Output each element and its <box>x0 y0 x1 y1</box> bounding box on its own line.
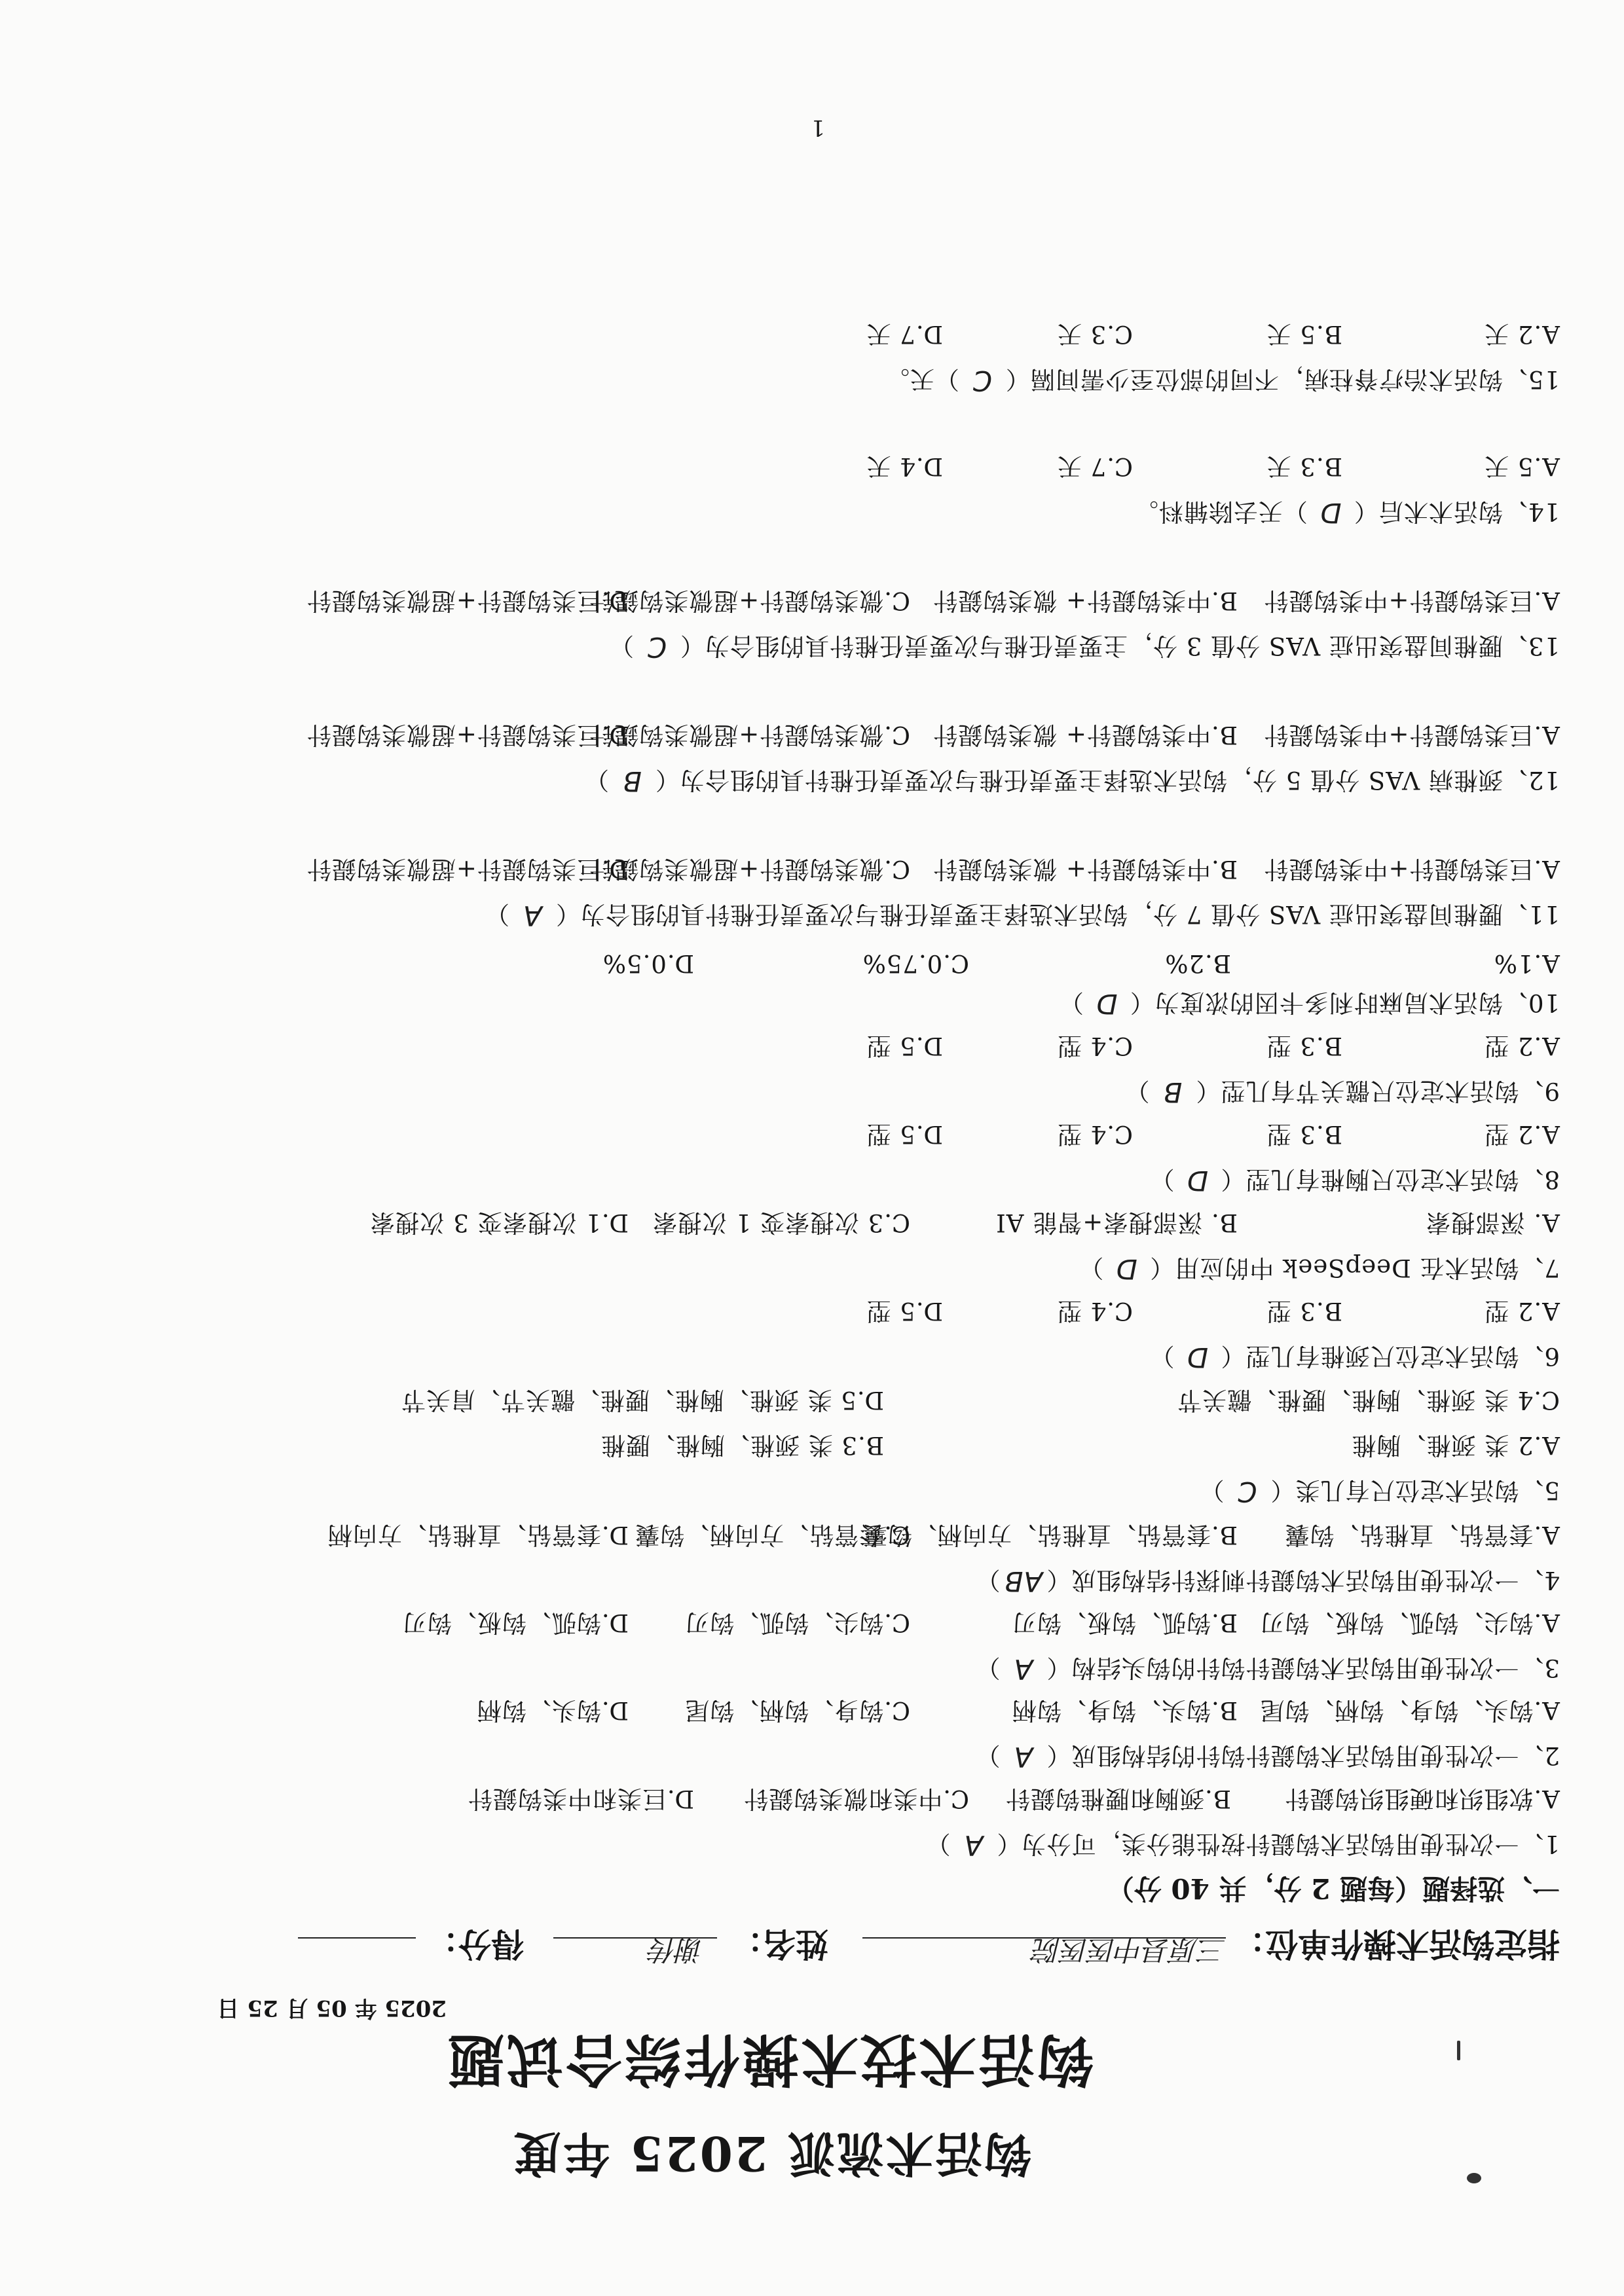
question-stem <box>885 364 1560 399</box>
handwritten-answer[interactable]: D <box>1186 1165 1209 1197</box>
option-d[interactable]: D.套管钻、直椎钻、方向柄 <box>327 1521 629 1549</box>
option-a[interactable]: A.套管钻、直椎钻、钩囊 <box>1284 1521 1560 1549</box>
option-d[interactable]: D.5 类 颈椎、胸椎、腰椎、髋关节、肩关节 <box>400 1386 884 1414</box>
option-b[interactable]: B.3 类 颈椎、胸椎、腰椎 <box>600 1431 884 1459</box>
option-b[interactable]: B.套管钻、直椎钻、方向柄、钩囊 <box>862 1521 1238 1549</box>
option-b[interactable]: B.中类钩鍉针+ 微类钩鍉针 <box>932 587 1238 615</box>
option-a[interactable]: A.软组织和硬组织钩鍉针 <box>1284 1785 1560 1813</box>
question-close: ） <box>925 1830 951 1858</box>
option-a[interactable]: A.2 天 <box>1484 320 1560 348</box>
question-text: 6、钩活术定位尺颈椎有几型（ <box>1220 1342 1560 1370</box>
option-d[interactable]: D.0.5% <box>602 949 694 977</box>
question-stem <box>1079 1252 1560 1288</box>
handwritten-answer[interactable]: C <box>1237 1476 1257 1508</box>
option-a[interactable]: A.2 型 <box>1484 1120 1560 1148</box>
option-a[interactable]: A.钩头、钩身、钩柄、钩尾 <box>1259 1696 1560 1724</box>
option-d[interactable]: D.巨类钩鍉针+超微类钩鍉针 <box>306 721 629 749</box>
question-text: 8、钩活术定位尺胸椎有几型（ <box>1220 1165 1560 1194</box>
option-c[interactable]: C.微类钩鍉针+超微类钩鍉针 <box>589 855 910 883</box>
exam-date: 2025 年 05 月 25 日 <box>217 1995 447 2021</box>
option-a[interactable]: A.巨类钩鍉针+中类钩鍉针 <box>1263 587 1560 615</box>
question-text: 1、一次性使用钩活术钩鍉针按性能分类，可分为（ <box>996 1830 1560 1858</box>
handwritten-answer[interactable]: B <box>622 765 642 797</box>
handwritten-answer[interactable]: B <box>1162 1076 1183 1108</box>
question-close: ）天去除辅料。 <box>1133 498 1308 526</box>
question-stem <box>1149 1164 1560 1199</box>
option-b[interactable]: B.3 型 <box>1266 1297 1342 1325</box>
option-c[interactable]: C.微类钩鍉针+超微类钩鍉针 <box>589 721 910 749</box>
question-close: ） <box>609 632 635 660</box>
option-b[interactable]: B.3 型 <box>1266 1032 1342 1060</box>
question-close: ） <box>1124 1077 1150 1105</box>
question-stem <box>485 899 1560 934</box>
option-c[interactable]: C.套管钻、方向柄、钩囊 <box>635 1521 910 1549</box>
option-c[interactable]: C.中类和微类钩鍉针 <box>743 1785 969 1813</box>
question-text: 4、一次性使用钩活术钩鍉针刺探针结构组成（ <box>1046 1566 1560 1594</box>
exam-title: 钩活术技术操作综合试题 <box>445 2026 1094 2092</box>
question-stem <box>1124 1076 1560 1111</box>
question-close: ） <box>975 1566 1001 1594</box>
handwritten-answer[interactable]: A <box>1013 1653 1033 1685</box>
page-number: 1 <box>811 115 825 141</box>
handwritten-answer[interactable]: A <box>963 1829 984 1861</box>
option-c[interactable]: C.3 次搜索变 1 次搜索 <box>652 1209 910 1237</box>
question-stem <box>975 1740 1560 1776</box>
option-c[interactable]: C.4 型 <box>1056 1120 1133 1148</box>
option-c[interactable]: C.4 型 <box>1056 1297 1133 1325</box>
question-stem <box>1149 1341 1560 1376</box>
option-c[interactable]: C.钩身、钩柄、钩尾 <box>684 1696 910 1724</box>
score-label: 得分： <box>426 1925 524 1963</box>
question-stem <box>609 630 1560 666</box>
question-close: ） <box>1079 1254 1104 1282</box>
question-text: 3、一次性使用钩活术钩鍉针钩针的钩头结构（ <box>1046 1654 1560 1682</box>
option-d[interactable]: D.1 次搜索变 3 次搜索 <box>369 1209 629 1237</box>
option-d[interactable]: D.巨类和中类钩鍉针 <box>467 1785 694 1813</box>
option-b[interactable]: B.5 天 <box>1266 320 1342 348</box>
handwritten-answer[interactable]: A <box>523 900 542 932</box>
option-d[interactable]: D.5 型 <box>866 1297 943 1325</box>
option-a[interactable]: A.巨类钩鍉针+中类钩鍉针 <box>1263 855 1560 883</box>
question-stem <box>1199 1475 1560 1510</box>
question-close: ） <box>975 1741 1001 1770</box>
question-close: ） <box>485 900 510 928</box>
question-stem <box>975 1565 1560 1600</box>
option-b[interactable]: B.颈胸和腰椎钩鍉针 <box>1005 1785 1231 1813</box>
option-b[interactable]: B.3 型 <box>1266 1120 1342 1148</box>
question-close: ）天。 <box>884 365 959 393</box>
option-d[interactable]: D.巨类钩鍉针+超微类钩鍉针 <box>306 855 629 883</box>
option-b[interactable]: B.中类钩鍉针+ 微类钩鍉针 <box>932 855 1238 883</box>
option-b[interactable]: B.中类钩鍉针+ 微类钩鍉针 <box>932 721 1238 749</box>
option-d[interactable]: D.5 型 <box>866 1032 943 1060</box>
option-c[interactable]: C.钩尖、钩弧、钩刃 <box>684 1609 910 1637</box>
option-a[interactable]: A.钩尖、钩弧、钩板、钩刃 <box>1259 1609 1560 1637</box>
option-d[interactable]: D.5 型 <box>866 1120 943 1148</box>
option-d[interactable]: D.4 天 <box>866 452 943 481</box>
scan-speck <box>1467 2173 1481 2183</box>
question-text: 15、钩活术治疗脊柱病，不同的部位至少需间隔（ <box>1005 365 1560 393</box>
question-close: ） <box>1058 989 1084 1017</box>
scan-speck <box>1457 2041 1460 2060</box>
unit-label: 指定钩活术操作单位： <box>1232 1925 1560 1963</box>
question-text: 13、腰椎间盘突出症 VAS 分值 3 分，主要责任椎与次要责任椎针具的组合为（ <box>680 632 1560 660</box>
option-a[interactable]: A.2 型 <box>1484 1297 1560 1325</box>
option-c[interactable]: C.0.75% <box>862 949 969 977</box>
question-text: 9、钩活术定位尺髋关节有几型（ <box>1195 1077 1560 1105</box>
question-close: ） <box>584 766 610 794</box>
option-d[interactable]: D.巨类钩鍉针+超微类钩鍉针 <box>306 587 629 615</box>
question-close: ） <box>1199 1476 1225 1504</box>
question-stem <box>1134 496 1560 532</box>
option-c[interactable]: C.4 型 <box>1056 1032 1133 1060</box>
question-stem <box>975 1652 1560 1688</box>
option-b[interactable]: B. 深部搜索+智能 AI <box>995 1209 1238 1237</box>
question-stem <box>925 1829 1560 1864</box>
name-field[interactable] <box>553 1934 717 1969</box>
question-text: 14、钩活术术后（ <box>1353 498 1560 526</box>
handwritten-answer[interactable]: C <box>972 365 993 397</box>
question-close: ） <box>975 1654 1001 1682</box>
option-c[interactable]: C.3 天 <box>1056 320 1133 348</box>
option-b[interactable]: B.3 天 <box>1266 452 1342 481</box>
option-a[interactable]: A. 深部搜索 <box>1425 1209 1560 1237</box>
option-b[interactable]: B.钩弧、钩板、钩刃 <box>1012 1609 1238 1637</box>
handwritten-answer[interactable]: D <box>1320 497 1342 529</box>
option-c[interactable]: C.7 天 <box>1056 452 1133 481</box>
question-text: 12、颈椎病 VAS 分值 5 分，钩活术选择主要责任椎与次要责任椎针具的组合为（ <box>655 766 1560 794</box>
name-handwriting: 谢传 <box>648 1934 704 1966</box>
option-a[interactable]: A.2 型 <box>1484 1032 1560 1060</box>
option-b[interactable]: B.2% <box>1164 949 1231 977</box>
option-a[interactable]: A.巨类钩鍉针+中类钩鍉针 <box>1263 721 1560 749</box>
exam-supertitle: 钩活术流派 2025 年度 <box>511 2126 1031 2181</box>
section-heading: 一、选择题（每题 2 分，共 40 分） <box>1106 1872 1560 1904</box>
option-d[interactable]: D.钩弧、钩板、钩刃 <box>401 1609 629 1637</box>
question-stem <box>584 765 1560 800</box>
option-d[interactable]: D.7 天 <box>866 320 943 348</box>
question-text: 11、腰椎间盘突出症 VAS 分值 7 分，钩活术选择主要责任椎与次要责任椎针具的组合为（ <box>555 900 1560 928</box>
unit-handwriting: 三原县中医医院 <box>1033 1934 1226 1966</box>
handwritten-answer[interactable]: A <box>1013 1741 1033 1773</box>
handwritten-answer[interactable]: D <box>1186 1341 1209 1374</box>
question-text: 10、钩活术局麻时利多卡因的浓度为（ <box>1129 989 1560 1017</box>
question-text: 5、钩活术定位尺有几类（ <box>1270 1476 1560 1504</box>
unit-field[interactable] <box>862 1934 1226 1969</box>
option-a[interactable]: A.5 天 <box>1484 452 1560 481</box>
option-b[interactable]: B.钩头、钩身、钩柄 <box>1012 1696 1238 1724</box>
handwritten-answer[interactable]: AB <box>1003 1565 1043 1597</box>
handwritten-answer[interactable]: D <box>1096 988 1118 1020</box>
question-text: 7、钩活术在 DeepSeek 中的应用（ <box>1149 1254 1560 1282</box>
question-stem <box>1059 987 1560 1023</box>
name-label: 姓名： <box>730 1925 828 1963</box>
option-d[interactable]: D.钩头、钩柄 <box>476 1696 629 1724</box>
handwritten-answer[interactable]: C <box>646 631 667 663</box>
question-close: ） <box>1149 1165 1175 1194</box>
question-text: 2、一次性使用钩活术钩鍉针钩针的结构组成（ <box>1046 1741 1560 1770</box>
question-close: ） <box>1149 1342 1175 1370</box>
option-c[interactable]: C.微类钩鍉针+超微类钩鍉针 <box>589 587 910 615</box>
option-c[interactable]: C.4 类 颈椎、胸椎、腰椎、髋关节 <box>1177 1386 1560 1414</box>
option-a[interactable]: A.2 类 颈椎、胸椎 <box>1351 1431 1560 1459</box>
handwritten-answer[interactable]: D <box>1115 1253 1137 1285</box>
score-field[interactable] <box>298 1937 416 1969</box>
option-a[interactable]: A.1% <box>1493 949 1560 977</box>
